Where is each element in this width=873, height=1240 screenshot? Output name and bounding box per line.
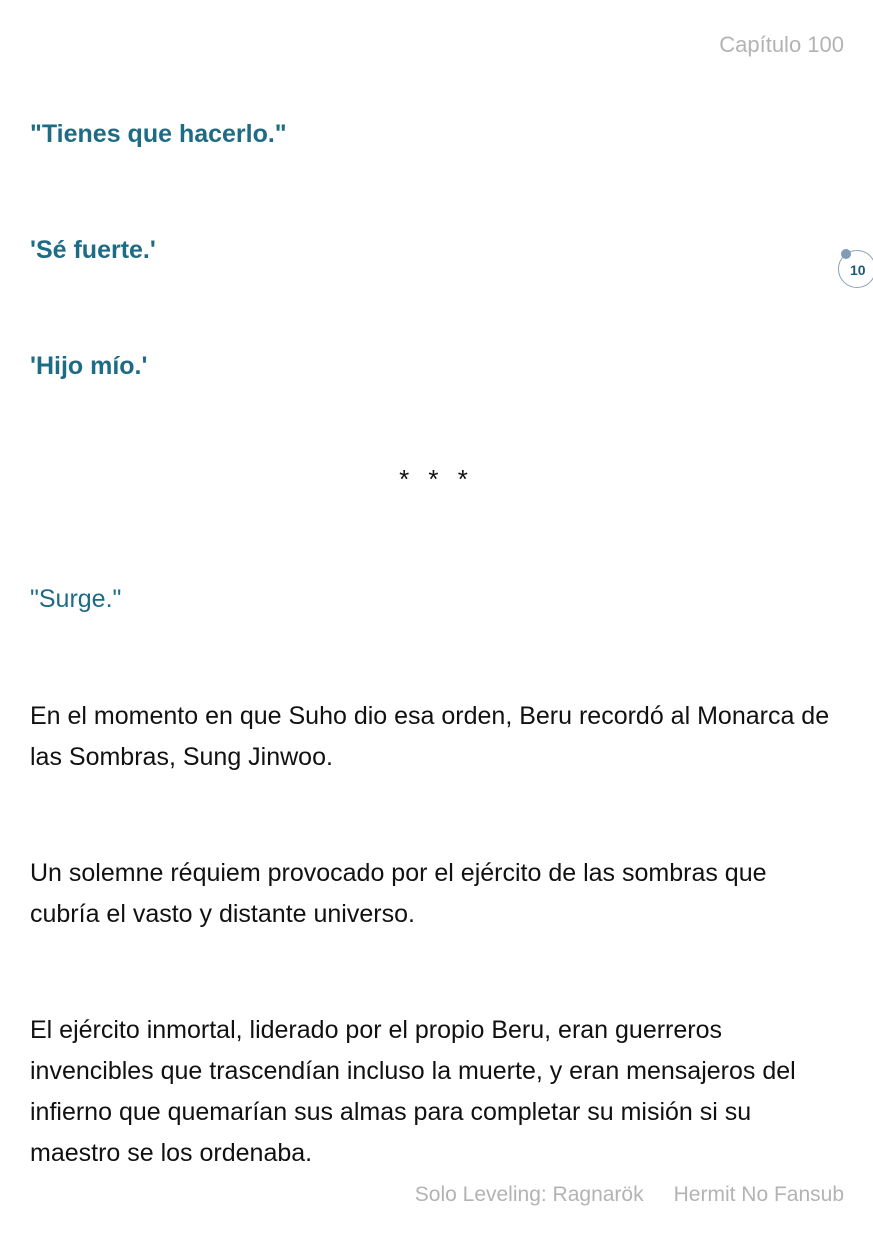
paragraph: Un solemne réquiem provocado por el ejército de las sombras que cubría el vasto y distante universo. <box>30 859 767 928</box>
paragraph: El ejército inmortal, liderado por el propio Beru, eran guerreros invencibles que trascendían incluso la muerte, y eran mensajeros del infierno que quemarían sus almas para completar su misión si su maestro se los ordenaba. <box>30 1016 796 1167</box>
dialogue-line: "Tienes que hacerlo." <box>30 120 287 148</box>
badge-dot-icon <box>841 249 851 259</box>
chapter-label: Capítulo 100 <box>719 32 844 57</box>
comment-count-badge[interactable] <box>838 250 873 288</box>
footer <box>415 1183 844 1207</box>
command-line: "Surge." <box>30 585 122 613</box>
dialogue-line: 'Sé fuerte.' <box>30 236 156 264</box>
translator-credit: Hermit No Fansub <box>673 1183 844 1206</box>
comment-count: 10 <box>850 262 866 278</box>
book-title: Solo Leveling: Ragnarök <box>414 1183 644 1206</box>
dialogue-line: 'Hijo mío.' <box>30 352 148 380</box>
scene-separator: * * * <box>399 464 474 494</box>
paragraph: En el momento en que Suho dio esa orden, Beru recordó al Monarca de las Sombras, Sung Jinwoo. <box>30 702 830 771</box>
